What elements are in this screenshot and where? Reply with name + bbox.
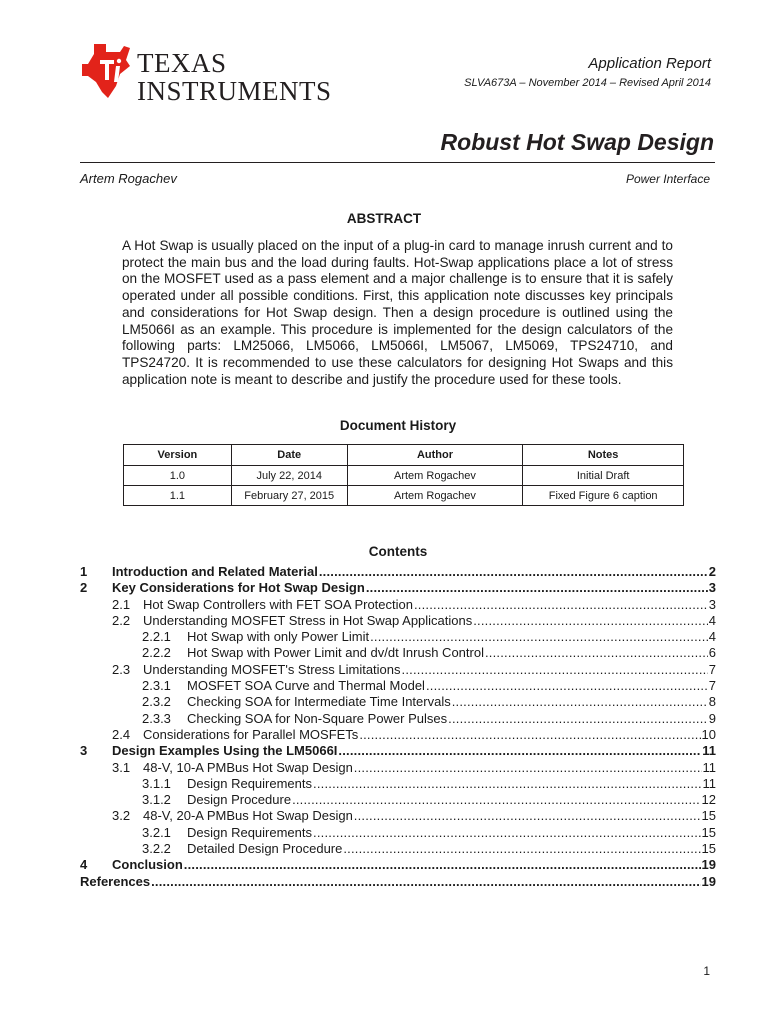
toc-dot-leader: [402, 662, 708, 678]
page-number: 1: [703, 964, 710, 978]
page-title: Robust Hot Swap Design: [440, 129, 714, 155]
toc-entry-page: 11: [702, 743, 716, 759]
toc-entry-page: 19: [701, 873, 716, 889]
toc-entry-title: Understanding MOSFET's Stress Limitations: [143, 661, 401, 677]
toc-dot-leader: [354, 760, 702, 776]
toc-dot-leader: [448, 711, 708, 727]
toc-entry-number: 1: [80, 564, 88, 579]
cell-notes: Fixed Figure 6 caption: [523, 486, 684, 506]
toc-entry-number: 2.3.1: [142, 678, 171, 694]
toc-entry-page: 15: [701, 841, 716, 857]
contents-heading: Contents: [368, 544, 428, 559]
ti-logo: [80, 40, 332, 106]
toc-entry-number: 2.2: [112, 612, 131, 628]
toc-dot-leader: [359, 727, 700, 743]
table-row: [124, 486, 684, 506]
toc-entry-page: 7: [708, 678, 716, 694]
category: Power Interface: [625, 172, 710, 186]
toc-entry-number: 3.2.1: [142, 824, 171, 840]
history-header-row: [124, 445, 684, 466]
toc-entry[interactable]: [80, 564, 716, 580]
toc-dot-leader: [452, 694, 708, 710]
toc-entry-title: Understanding MOSFET Stress in Hot Swap Applications: [143, 612, 473, 628]
toc-entry[interactable]: [80, 662, 716, 678]
toc-dot-leader: [485, 645, 708, 661]
toc-entry-title: Checking SOA for Non-Square Power Pulses: [187, 710, 448, 726]
toc-entry-page: 19: [701, 857, 716, 873]
toc-entry-page: 3: [708, 580, 716, 596]
doc-type: Application Report: [588, 55, 711, 72]
toc-entry[interactable]: [80, 792, 716, 808]
toc-entry-number: 3.1.1: [142, 775, 171, 791]
toc-entry-number: 2.3.3: [142, 710, 171, 726]
toc-entry-page: 12: [701, 792, 716, 808]
toc-entry[interactable]: [80, 629, 716, 645]
col-header-author: Author: [347, 445, 523, 466]
toc-entry-title: Hot Swap with only Power Limit: [187, 629, 370, 645]
toc-entry-title: Introduction and Related Material: [112, 564, 318, 579]
toc-dot-leader: [473, 613, 708, 629]
cell-author: Artem Rogachev: [347, 486, 523, 506]
cell-version: 1.1: [124, 486, 232, 506]
toc-entry[interactable]: [80, 874, 716, 890]
toc-dot-leader: [354, 808, 701, 824]
abstract-heading: ABSTRACT: [346, 211, 422, 226]
toc-entry[interactable]: [80, 613, 716, 629]
toc-entry-title: Detailed Design Procedure: [187, 841, 343, 857]
toc-entry-title: Design Requirements: [187, 775, 313, 791]
toc-entry-title: 48-V, 20-A PMBus Hot Swap Design: [143, 808, 353, 824]
toc-entry[interactable]: [80, 694, 716, 710]
toc-entry-page: 2: [708, 564, 716, 579]
toc-entry[interactable]: [80, 743, 716, 759]
table-row: [124, 466, 684, 486]
toc-entry-page: 3: [708, 596, 716, 612]
cell-date: July 22, 2014: [231, 466, 347, 486]
toc-entry-title: Conclusion: [112, 857, 183, 873]
ti-state-icon: [80, 42, 132, 100]
toc-entry-title: MOSFET SOA Curve and Thermal Model: [187, 678, 425, 694]
toc-entry[interactable]: [80, 597, 716, 613]
toc-entry[interactable]: [80, 776, 716, 792]
logo-word-texas: TEXAS: [137, 48, 227, 78]
cell-version: 1.0: [124, 466, 232, 486]
toc-entry-page: 6: [708, 645, 716, 661]
toc-dot-leader: [292, 792, 700, 808]
author: Artem Rogachev: [80, 171, 177, 186]
toc-entry-title: Checking SOA for Intermediate Time Intervals: [187, 694, 451, 710]
logo-word-instruments: INSTRUMENTS: [137, 76, 332, 106]
toc-dot-leader: [426, 678, 708, 694]
toc-entry-number: 2: [80, 580, 88, 596]
toc-entry-title: Hot Swap Controllers with FET SOA Protection: [143, 596, 413, 612]
toc-entry-page: 4: [708, 612, 716, 628]
toc-dot-leader: [343, 841, 700, 857]
toc-entry[interactable]: [80, 727, 716, 743]
toc-entry[interactable]: [80, 825, 716, 841]
toc-entry-number: 2.3: [112, 661, 131, 677]
toc-entry-number: 3.2.2: [142, 841, 171, 857]
table-of-contents: [80, 564, 716, 890]
col-header-notes: Notes: [523, 445, 684, 466]
toc-entry-title: Design Examples Using the LM5066I: [112, 743, 338, 759]
toc-dot-leader: [313, 825, 701, 841]
toc-dot-leader: [313, 776, 701, 792]
col-header-version: Version: [124, 445, 232, 466]
history-table: [123, 444, 684, 506]
toc-dot-leader: [338, 743, 701, 759]
col-header-date: Date: [231, 445, 347, 466]
cell-author: Artem Rogachev: [347, 466, 523, 486]
toc-entry-title: Considerations for Parallel MOSFETs: [143, 726, 359, 742]
title-rule: [80, 162, 715, 163]
toc-entry-number: 4: [80, 857, 88, 873]
toc-entry-number: 2.1: [112, 596, 131, 612]
toc-entry-page: 8: [708, 694, 716, 710]
toc-entry[interactable]: [80, 580, 716, 596]
cell-date: February 27, 2015: [231, 486, 347, 506]
toc-dot-leader: [370, 629, 708, 645]
toc-entry-title: Hot Swap with Power Limit and dv/dt Inrush Control: [187, 645, 484, 661]
history-heading: Document History: [339, 418, 457, 433]
toc-entry-title: Design Requirements: [187, 824, 313, 840]
toc-dot-leader: [184, 857, 701, 873]
toc-dot-leader: [319, 564, 708, 580]
toc-entry-number: 3.2: [112, 808, 131, 824]
toc-entry-page: 9: [708, 710, 716, 726]
toc-entry-title: 48-V, 10-A PMBus Hot Swap Design: [143, 759, 353, 775]
cell-notes: Initial Draft: [523, 466, 684, 486]
toc-entry-title: References: [80, 873, 151, 889]
toc-entry-number: 3: [80, 743, 88, 759]
toc-entry-number: 2.3.2: [142, 694, 171, 710]
toc-entry-number: 2.2.1: [142, 629, 171, 645]
toc-entry-page: 11: [702, 759, 716, 775]
toc-dot-leader: [151, 874, 700, 890]
toc-entry-title: Key Considerations for Hot Swap Design: [112, 580, 365, 596]
toc-entry-number: 2.4: [112, 726, 131, 742]
toc-entry-page: 4: [708, 629, 716, 645]
abstract-text: A Hot Swap is usually placed on the input of a plug-in card to manage inrush current and to protect the main bus and the load during faults. Hot-Swap applications place a lot of stress on the MOSFET used as a pass element and a major challenge is to ensure that it is safely operated under all possible conditions. First, this application note discusses key principals and considerations for Hot Swap design. Then a design procedure is outlined using the LM5066I as an example. This procedure is implemented for the design calculators of the following parts: LM25066, LM5066, LM5066I, LM5067, LM5069, TPS24710, and TPS24720. It is recommended to use these calculators for designing Hot Swaps and this application note is meant to describe and justify the procedure used for these tools.: [122, 238, 673, 387]
toc-dot-leader: [366, 580, 708, 596]
toc-entry-title: Design Procedure: [187, 792, 292, 808]
toc-entry-page: 7: [708, 661, 716, 677]
toc-entry[interactable]: [80, 711, 716, 727]
toc-entry-page: 10: [701, 726, 716, 742]
toc-entry[interactable]: [80, 760, 716, 776]
toc-entry-page: 11: [702, 775, 716, 791]
toc-entry[interactable]: [80, 841, 716, 857]
toc-entry-number: 2.2.2: [142, 645, 171, 661]
toc-entry[interactable]: [80, 808, 716, 824]
literature-number: SLVA673A – November 2014 – Revised April 2014: [464, 77, 711, 89]
toc-entry-number: 3.1: [112, 759, 131, 775]
toc-entry-page: 15: [701, 824, 716, 840]
toc-entry-number: 3.1.2: [142, 792, 171, 808]
toc-entry[interactable]: [80, 645, 716, 661]
toc-entry-page: 15: [701, 808, 716, 824]
toc-entry[interactable]: [80, 857, 716, 873]
toc-dot-leader: [414, 597, 708, 613]
toc-entry[interactable]: [80, 678, 716, 694]
